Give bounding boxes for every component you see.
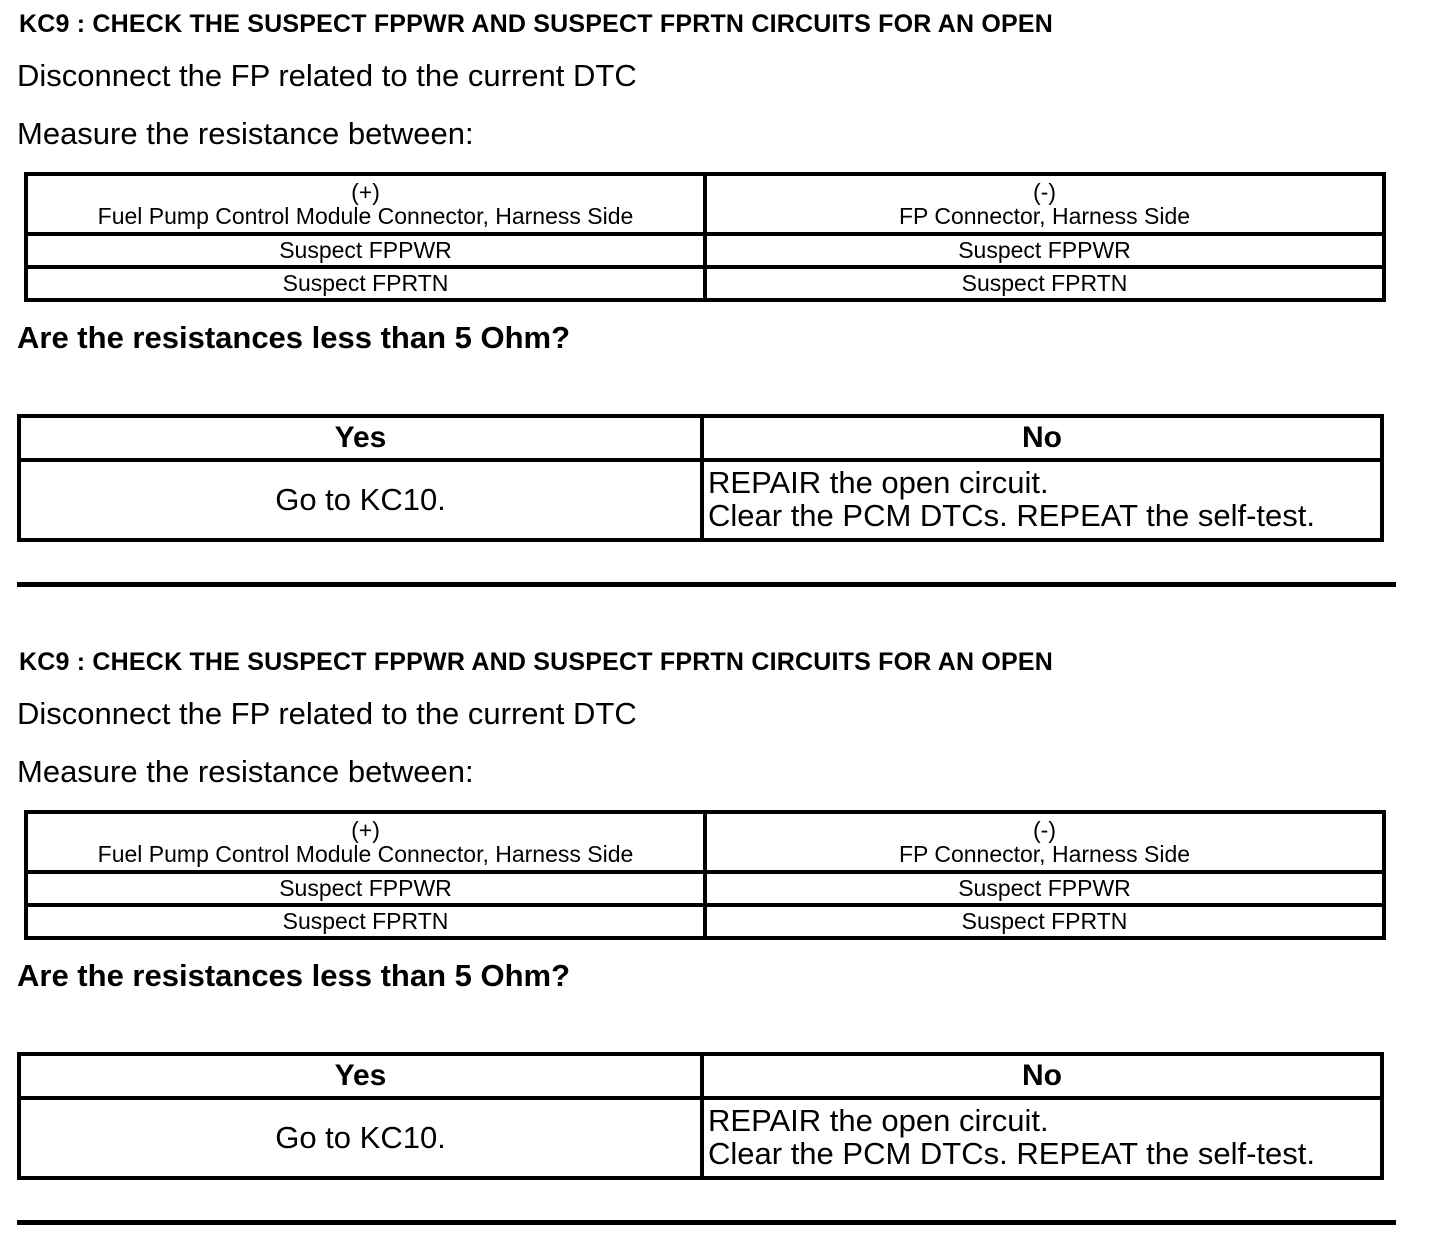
answer-body-row bbox=[19, 1098, 1382, 1178]
plus-sign: (+) bbox=[351, 816, 380, 843]
no-action-line: REPAIR the open circuit. bbox=[708, 465, 1049, 501]
table-cell: Suspect FPRTN bbox=[705, 267, 1384, 300]
step-title: KC9 : CHECK THE SUSPECT FPPWR AND SUSPECT FPRTN CIRCUITS FOR AN OPEN bbox=[19, 10, 1054, 38]
minus-sign: (-) bbox=[1033, 178, 1056, 205]
instruction-measure: Measure the resistance between: bbox=[17, 116, 474, 151]
plus-sign: (+) bbox=[351, 178, 380, 205]
answer-table bbox=[17, 414, 1384, 542]
table-cell: Suspect FPPWR bbox=[705, 234, 1384, 267]
answer-body-row bbox=[19, 460, 1382, 540]
answer-header-row bbox=[19, 416, 1382, 460]
table-cell: Suspect FPRTN bbox=[705, 905, 1384, 938]
section-divider bbox=[17, 582, 1396, 587]
table-cell: Suspect FPPWR bbox=[26, 872, 705, 905]
answer-header-row bbox=[19, 1054, 1382, 1098]
table-cell: Suspect FPPWR bbox=[26, 234, 705, 267]
measurement-table bbox=[24, 172, 1386, 302]
table-row bbox=[26, 234, 1384, 267]
question: Are the resistances less than 5 Ohm? bbox=[17, 958, 571, 993]
table-row bbox=[26, 905, 1384, 938]
plus-column-header bbox=[26, 812, 705, 872]
table-row bbox=[26, 267, 1384, 300]
question: Are the resistances less than 5 Ohm? bbox=[17, 320, 571, 355]
minus-connector-label: FP Connector, Harness Side bbox=[898, 841, 1191, 867]
no-header: No bbox=[702, 1054, 1382, 1098]
plus-connector-label: Fuel Pump Control Module Connector, Harness Side bbox=[97, 841, 634, 867]
table-cell: Suspect FPRTN bbox=[26, 267, 705, 300]
answer-table bbox=[17, 1052, 1384, 1180]
yes-header: Yes bbox=[19, 1054, 702, 1098]
yes-action: Go to KC10. bbox=[19, 1098, 702, 1178]
no-action bbox=[702, 1098, 1382, 1178]
minus-sign: (-) bbox=[1033, 816, 1056, 843]
table-row bbox=[26, 872, 1384, 905]
measurement-header-row bbox=[26, 812, 1384, 872]
minus-connector-label: FP Connector, Harness Side bbox=[898, 203, 1191, 229]
instruction-disconnect: Disconnect the FP related to the current DTC bbox=[17, 696, 637, 731]
instruction-measure: Measure the resistance between: bbox=[17, 754, 474, 789]
no-action bbox=[702, 460, 1382, 540]
table-cell: Suspect FPRTN bbox=[26, 905, 705, 938]
plus-column-header bbox=[26, 174, 705, 234]
yes-header: Yes bbox=[19, 416, 702, 460]
yes-action: Go to KC10. bbox=[19, 460, 702, 540]
no-action-line: Clear the PCM DTCs. REPEAT the self-test. bbox=[708, 1136, 1315, 1171]
step-title: KC9 : CHECK THE SUSPECT FPPWR AND SUSPECT FPRTN CIRCUITS FOR AN OPEN bbox=[19, 648, 1054, 676]
minus-column-header bbox=[705, 812, 1384, 872]
instruction-disconnect: Disconnect the FP related to the current DTC bbox=[17, 58, 637, 93]
minus-column-header bbox=[705, 174, 1384, 234]
measurement-header-row bbox=[26, 174, 1384, 234]
no-action-line: REPAIR the open circuit. bbox=[708, 1103, 1049, 1139]
no-header: No bbox=[702, 416, 1382, 460]
section-divider bbox=[17, 1220, 1396, 1225]
measurement-table bbox=[24, 810, 1386, 940]
procedure-step bbox=[0, 638, 1440, 1250]
plus-connector-label: Fuel Pump Control Module Connector, Harness Side bbox=[97, 203, 634, 229]
no-action-line: Clear the PCM DTCs. REPEAT the self-test. bbox=[708, 498, 1315, 533]
table-cell: Suspect FPPWR bbox=[705, 872, 1384, 905]
